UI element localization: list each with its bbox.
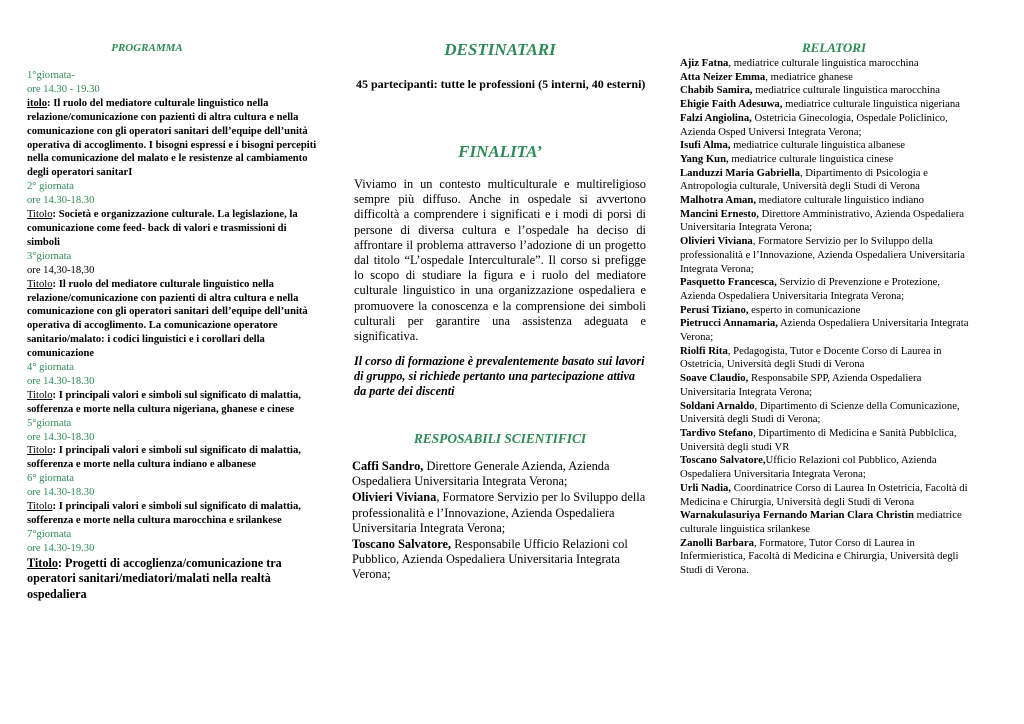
relatore-item: [680, 537, 976, 578]
title-label: Titolo: [27, 445, 53, 457]
responsabile-item: [352, 537, 648, 583]
day-7: [27, 528, 322, 603]
person-name: Soldani Arnaldo: [680, 399, 755, 412]
person-name: Ajiz Fatna: [680, 57, 729, 69]
relatore-item: [680, 454, 976, 481]
day-time: ore 14.30-19.30: [27, 542, 95, 554]
title-label: Titolo: [27, 278, 53, 290]
relatore-item: [680, 84, 976, 98]
title-text: : I principali valori e simboli sul significato di malattia, sofferenza e morte nella cultura nigeriana, ghanese e cinese: [27, 389, 301, 415]
title-text: : Il ruolo del mediatore culturale linguistico nella relazione/comunicazione con pazienti di altra cultura e nella comunicazione con gli operatori sanitari dell’equipe dell’unità operativa di accoglimento. I bisogni espressi e i bisogni percepiti nella comunicazione del malato e le resistenze al cambiamento degli operatori sanitarI: [27, 97, 317, 179]
relatore-item: [680, 345, 976, 372]
person-role: esperto in comunicazione: [748, 303, 861, 316]
title-text: : Il ruolo del mediatore culturale linguistico nella relazione/comunicazione con pazienti di altra cultura e nella comunicazione con gli operatori sanitari dell’equipe dell’unità operativa di accoglimento. La comunicazione operatore sanitario/malato: i codici linguistici e i corollari della comunicazione: [27, 278, 308, 360]
finalita-note: Il corso di formazione è prevalentemente basato sui lavori di gruppo, si richiede pertanto una partecipazione attiva da parte dei discenti: [354, 354, 645, 399]
title-text: : Società e organizzazione culturale. La legislazione, la comunicazione come feed- back di valori e trasmissioni di simboli: [27, 209, 298, 248]
person-name: Isufi Alma,: [680, 139, 731, 152]
day-title: [27, 208, 322, 250]
day-title: [27, 97, 322, 180]
finalita-text: Viviamo in un contesto multiculturale e multireligioso sempre più diffuso. Anche in ospedale si avvertono difficoltà a comprendere i significati e i modi di porsi di persone di diversa cultura e l’ospedale ha deciso di affrontare il problema attraverso l’adozione di un progetto dal titolo “L’ospedale Interculturale”. Il corso si prefigge lo scopo di studiare la figura e i ruolo del mediatore culturale linguistico in una organizzazione ospedaliera e promuovere la conoscenza e la comprensione dei simboli culturali per garantire una assistenza adeguata e significativa.: [354, 177, 646, 344]
title-label: Titolo: [27, 555, 58, 570]
relatore-item: [680, 98, 976, 112]
responsabile-item: [352, 490, 648, 536]
relatore-item: [680, 139, 976, 153]
person-name: Pasquetto Francesca,: [680, 276, 777, 289]
relatore-item: [680, 276, 976, 303]
title-label: Titolo: [27, 501, 53, 513]
person-name: Riolfi Rita: [680, 344, 728, 357]
relatore-item: [680, 427, 976, 454]
finalita-heading: FINALITA’: [458, 142, 542, 161]
person-role: mediatrice culturale linguistica marocchina: [752, 84, 941, 97]
person-role: Ostetricia Ginecologia, Ospedale Policlinico, Azienda Osped Universi Integrata Verona;: [680, 111, 948, 138]
programma-days: [27, 69, 322, 603]
day-label: 7°giornata: [27, 528, 72, 540]
relatore-item: [680, 112, 976, 139]
person-name: Toscano Salvatore,: [352, 537, 452, 552]
relatore-item: [680, 57, 976, 71]
title-text: : Progetti di accoglienza/comunicazione tra operatori sanitari/mediatori/malati nella realtà ospedaliera: [27, 555, 282, 601]
day-label: 2° giornata: [27, 181, 74, 193]
relatore-item: [680, 482, 976, 509]
person-role: , mediatrice culturale linguistica marocchina: [728, 57, 919, 69]
day-time: ore 14.30-18.30: [27, 431, 95, 443]
person-name: Urli Nadia,: [680, 481, 732, 494]
day-time: ore 14.30 - 19.30: [27, 83, 100, 95]
person-role: Azienda Ospedaliera Universitaria Integrata Verona;: [680, 317, 969, 344]
person-role: , Formatore Servizio per lo Sviluppo della professionalità e l’Innovazione, Azienda Ospedaliera Universitaria Integrata Verona;: [352, 490, 646, 535]
person-role: , mediatrice ghanese: [765, 70, 853, 83]
relatori-heading: RELATORI: [801, 40, 867, 55]
day-label: 4° giornata: [27, 362, 74, 374]
person-role: mediatore culturale linguistico indiano: [756, 194, 924, 207]
day-6: [27, 472, 322, 528]
relatore-item: [680, 208, 976, 235]
day-time: ore 14.30-18.30: [27, 375, 95, 387]
title-text: : I principali valori e simboli sul significato di malattia, sofferenza e morte nella cultura indiano e albanese: [27, 445, 301, 471]
day-title: [27, 556, 322, 603]
person-name: Warnakulasuriya Fernando Marian Clara Christin: [680, 509, 914, 522]
person-name: Tardivo Stefano: [680, 426, 753, 439]
person-name: Soave Claudio,: [680, 372, 749, 385]
person-name: Landuzzi Maria Gabriella: [680, 166, 800, 179]
person-role: Servizio di Prevenzione e Protezione, Azienda Ospedaliera Universitaria Integrata Verona;: [680, 276, 940, 302]
responsabile-item: [352, 459, 648, 489]
title-text: : I principali valori e simboli sul significato di malattia, sofferenza e morte nella cultura marocchina e srilankese: [27, 501, 301, 526]
day-4: [27, 361, 322, 417]
person-role: , Dipartimento di Psicologia e Antropologia culturale, Università degli Studi di Verona: [680, 166, 928, 193]
day-title: [27, 278, 322, 361]
person-role: Coordinatrice Corso di Laurea In Ostetricia, Facoltà di Medicina e Chirurgia, Università degli Studi di Verona: [680, 481, 968, 508]
relatore-item: [680, 317, 976, 344]
person-name: Olivieri Viviana: [352, 490, 437, 505]
relatore-item: [680, 372, 976, 399]
relatore-item: [680, 153, 976, 167]
relatore-item: [680, 509, 976, 536]
responsabili-heading: RESPOSABILI SCIENTIFICI: [413, 431, 587, 446]
day-label: 5°giornata: [27, 417, 72, 429]
day-label: 6° giornata: [27, 473, 74, 485]
person-name: Yang Kun,: [680, 152, 729, 165]
relatore-item: [680, 304, 976, 318]
title-label: itolo: [27, 97, 48, 109]
person-name: Pietrucci Annamaria,: [680, 317, 778, 330]
day-title: [27, 389, 322, 417]
day-2: [27, 180, 322, 250]
person-role: , Dipartimento di Medicina e Sanità Pubblclica, Università degli studi VR: [680, 426, 957, 453]
person-role: Direttore Amministrativo, Azienda Ospedaliera Universitaria Integrata Verona;: [680, 207, 965, 234]
person-name: Malhotra Aman,: [680, 194, 756, 207]
title-label: Titolo: [27, 209, 53, 221]
person-role: mediatrice culturale linguistica cinese: [728, 152, 894, 165]
relatore-item: [680, 235, 976, 276]
day-time: ore 14,30-18,30: [27, 264, 95, 276]
day-label: 3°giornata: [27, 250, 72, 262]
person-role: Responsabile SPP, Azienda Ospedaliera Universitaria Integrata Verona;: [680, 372, 922, 398]
person-role: Direttore Generale Azienda, Azienda Ospedaliera Universitaria Integrata Verona;: [352, 459, 610, 489]
person-role: mediatrice culturale linguistica albanese: [730, 139, 905, 152]
person-name: Chabib Samira,: [680, 84, 753, 97]
relatori-list: [680, 57, 976, 578]
destinatari-heading: DESTINATARI: [444, 40, 556, 59]
person-name: Falzi Angiolina,: [680, 111, 752, 124]
person-role: Responsabile Ufficio Relazioni col Pubblico, Azienda Ospedaliera Universitaria Integrata Verona;: [352, 537, 628, 582]
person-name: Mancini Ernesto,: [680, 207, 759, 220]
person-role: , Formatore, Tutor Corso di Laurea in Infermieristica, Facoltà di Medicina e Chirurgia, Università degli Studi di Verona.: [680, 536, 959, 577]
destinatari-text: 45 partecipanti: tutte le professioni (5 interni, 40 esterni): [356, 77, 646, 91]
day-title: [27, 444, 322, 472]
day-time: ore 14.30-18.30: [27, 487, 95, 499]
person-name: Perusi Tiziano,: [680, 303, 749, 316]
day-1: [27, 69, 322, 180]
person-name: Caffi Sandro,: [352, 459, 424, 473]
person-role: , Dipartimento di Scienze della Comunicazione, Università degli Studi di Verona;: [680, 399, 960, 426]
day-time: ore 14.30-18.30: [27, 195, 95, 207]
person-name: Olivieri Viviana: [680, 235, 753, 248]
relatore-item: [680, 194, 976, 208]
title-label: Titolo: [27, 389, 53, 401]
relatore-item: [680, 400, 976, 427]
programma-heading: PROGRAMMA: [111, 42, 183, 54]
relatore-item: [680, 71, 976, 85]
person-name: Toscano Salvatore,: [680, 454, 766, 467]
person-role: Ufficio Relazioni col Pubblico, Azienda Ospedaliera Universitaria Integrata Verona;: [680, 454, 937, 481]
day-title: [27, 500, 322, 528]
day-label: 1°giornata-: [27, 70, 75, 81]
day-3: [27, 250, 322, 361]
person-name: Ehigie Faith Adesuwa,: [680, 98, 783, 111]
day-5: [27, 417, 322, 473]
person-role: , Pedagogista, Tutor e Docente Corso di Laurea in Ostetricia, Università degli Studi di Verona: [680, 344, 942, 371]
person-role: mediatrice culturale linguistica srilankese: [680, 509, 962, 535]
person-name: Zanolli Barbara: [680, 536, 754, 549]
person-role: , Formatore Servizio per lo Sviluppo della professionalità e l’Innovazione, Azienda Ospedaliera Universitaria Integrata Verona;: [680, 235, 965, 275]
person-role: mediatrice culturale linguistica nigeriana: [782, 98, 960, 111]
person-name: Atta Neizer Emma: [680, 70, 766, 83]
relatore-item: [680, 167, 976, 194]
responsabili-list: [352, 459, 648, 584]
